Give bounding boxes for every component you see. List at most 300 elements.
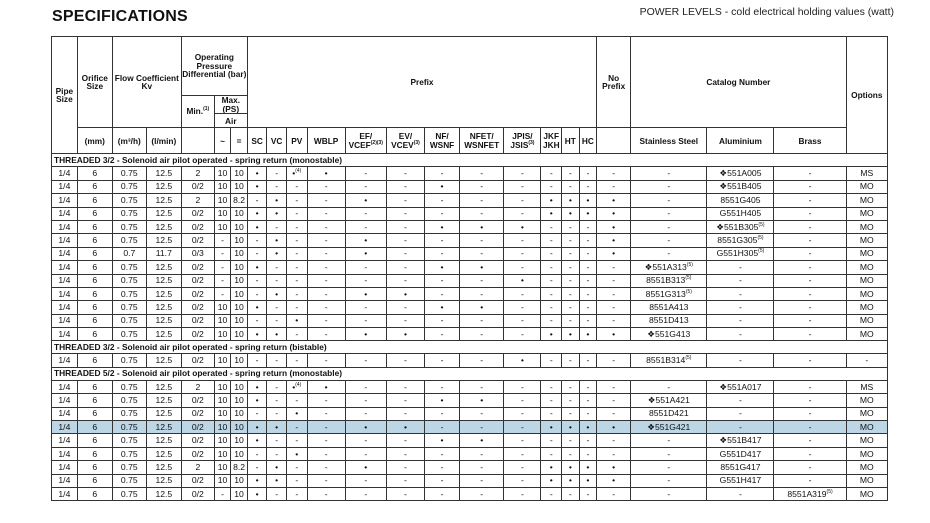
cell-kv-lmin: 12.5: [146, 354, 181, 367]
cell-sc: •: [247, 488, 267, 501]
cell-pipe-size: 1/4: [52, 461, 78, 474]
cell-pv: -: [286, 274, 307, 287]
cell-no-prefix: -: [597, 380, 631, 393]
cell-min: 2: [181, 461, 214, 474]
cell-ef-vcef: -: [345, 207, 386, 220]
cell-options: MO: [846, 261, 887, 274]
cell-min: 0/2: [181, 328, 214, 341]
cell-nfet-wsnfet: -: [460, 461, 504, 474]
cell-hc: •: [579, 421, 597, 434]
header-air: Air: [214, 114, 247, 128]
cell-ef-vcef: -: [345, 180, 386, 193]
cell-ht: •: [562, 207, 580, 220]
cell-ev-vcev: -: [386, 434, 424, 447]
cell-pv: -: [286, 488, 307, 501]
cell-nfet-wsnfet: •: [460, 434, 504, 447]
cell-sc: -: [247, 287, 267, 300]
cell-max-ac: -: [214, 234, 230, 247]
cell-orifice: 6: [77, 328, 112, 341]
cell-wblp: -: [307, 421, 345, 434]
cell-jpis-jsis: -: [504, 194, 541, 207]
table-row: [52, 314, 888, 327]
cell-sc: -: [247, 354, 267, 367]
cell-min: 0/2: [181, 220, 214, 233]
cell-no-prefix: •: [597, 194, 631, 207]
cell-max-dc: 10: [231, 354, 248, 367]
cell-max-dc: 10: [231, 287, 248, 300]
cell-wblp: -: [307, 394, 345, 407]
cell-options: MO: [846, 180, 887, 193]
cell-options: MO: [846, 407, 887, 420]
cell-ev-vcev: -: [386, 261, 424, 274]
header-max-ps: Max. (PS): [214, 96, 247, 114]
cell-jpis-jsis: -: [504, 380, 541, 393]
cell-vc: •: [267, 207, 287, 220]
cell-wblp: -: [307, 194, 345, 207]
cell-stainless: ❖551A313$^{(5)}$: [631, 261, 707, 274]
cell-no-prefix: -: [597, 394, 631, 407]
cell-kv-m3h: 0.75: [112, 207, 146, 220]
cell-aluminium: -: [707, 287, 774, 300]
cell-nf-wsnf: -: [425, 421, 460, 434]
cell-orifice: 6: [77, 474, 112, 487]
cell-hc: -: [579, 394, 597, 407]
cell-jkf-jkh: -: [541, 220, 562, 233]
cell-jkf-jkh: -: [541, 488, 562, 501]
cell-nf-wsnf: -: [425, 461, 460, 474]
cell-pv: -: [286, 207, 307, 220]
header-nfet-wsnfet: NFET/ WSNFET: [460, 128, 504, 154]
cell-orifice: 6: [77, 380, 112, 393]
cell-sc: •: [247, 474, 267, 487]
cell-kv-lmin: 12.5: [146, 220, 181, 233]
header-no-prefix-blank: [597, 128, 631, 154]
cell-ht: -: [562, 354, 580, 367]
cell-ev-vcev: •: [386, 421, 424, 434]
cell-options: MO: [846, 207, 887, 220]
cell-min: 0/2: [181, 287, 214, 300]
cell-nfet-wsnfet: •: [460, 220, 504, 233]
cell-nf-wsnf: •: [425, 180, 460, 193]
cell-kv-m3h: 0.75: [112, 447, 146, 460]
cell-brass: -: [774, 407, 846, 420]
cell-jpis-jsis: -: [504, 394, 541, 407]
cell-hc: •: [579, 474, 597, 487]
cell-min: 0/2: [181, 274, 214, 287]
cell-ef-vcef: •: [345, 461, 386, 474]
cell-nf-wsnf: •: [425, 301, 460, 314]
cell-stainless: -: [631, 207, 707, 220]
cell-jpis-jsis: -: [504, 421, 541, 434]
section-row: [52, 341, 888, 354]
header-orifice-size: Orifice Size: [77, 37, 112, 128]
cell-nfet-wsnfet: -: [460, 180, 504, 193]
cell-ht: -: [562, 488, 580, 501]
cell-stainless: -: [631, 488, 707, 501]
cell-kv-m3h: 0.75: [112, 474, 146, 487]
header-hc: HC: [579, 128, 597, 154]
cell-min: 0/2: [181, 261, 214, 274]
cell-vc: •: [267, 287, 287, 300]
cell-orifice: 6: [77, 301, 112, 314]
cell-hc: -: [579, 234, 597, 247]
cell-aluminium: ❖551B405: [707, 180, 774, 193]
cell-jpis-jsis: •: [504, 354, 541, 367]
table-row: [52, 207, 888, 220]
cell-hc: -: [579, 274, 597, 287]
cell-pipe-size: 1/4: [52, 434, 78, 447]
cell-vc: -: [267, 274, 287, 287]
cell-pv: -: [286, 247, 307, 260]
cell-options: MO: [846, 220, 887, 233]
cell-stainless: -: [631, 234, 707, 247]
table-row: [52, 234, 888, 247]
section-title: THREADED 3/2 - Solenoid air pilot operated - spring return (monostable): [52, 154, 888, 167]
cell-no-prefix: -: [597, 261, 631, 274]
cell-max-ac: 10: [214, 180, 230, 193]
cell-aluminium: -: [707, 421, 774, 434]
cell-ef-vcef: -: [345, 488, 386, 501]
cell-jkf-jkh: -: [541, 274, 562, 287]
cell-nf-wsnf: -: [425, 354, 460, 367]
cell-brass: -: [774, 194, 846, 207]
cell-ev-vcev: -: [386, 474, 424, 487]
cell-ev-vcev: •: [386, 328, 424, 341]
cell-brass: -: [774, 234, 846, 247]
cell-pipe-size: 1/4: [52, 354, 78, 367]
cell-kv-m3h: 0.75: [112, 234, 146, 247]
cell-max-dc: 10: [231, 247, 248, 260]
cell-jkf-jkh: -: [541, 354, 562, 367]
cell-orifice: 6: [77, 167, 112, 180]
cell-vc: •: [267, 328, 287, 341]
cell-sc: •: [247, 207, 267, 220]
cell-hc: -: [579, 301, 597, 314]
cell-hc: -: [579, 180, 597, 193]
cell-vc: •: [267, 194, 287, 207]
cell-max-ac: 10: [214, 394, 230, 407]
table-row: [52, 434, 888, 447]
cell-max-ac: 10: [214, 167, 230, 180]
table-row: [52, 394, 888, 407]
cell-aluminium: -: [707, 407, 774, 420]
header-no-prefix: No Prefix: [597, 37, 631, 128]
cell-kv-lmin: 11.7: [146, 247, 181, 260]
cell-orifice: 6: [77, 314, 112, 327]
cell-max-ac: 10: [214, 354, 230, 367]
cell-wblp: -: [307, 220, 345, 233]
cell-max-ac: 10: [214, 194, 230, 207]
cell-kv-m3h: 0.75: [112, 314, 146, 327]
cell-max-ac: 10: [214, 380, 230, 393]
cell-pv: -: [286, 328, 307, 341]
cell-orifice: 6: [77, 394, 112, 407]
cell-max-ac: -: [214, 287, 230, 300]
cell-sc: -: [247, 461, 267, 474]
cell-wblp: -: [307, 301, 345, 314]
cell-ev-vcev: -: [386, 461, 424, 474]
cell-orifice: 6: [77, 234, 112, 247]
header-catalog-number: Catalog Number: [631, 37, 846, 128]
cell-jpis-jsis: -: [504, 287, 541, 300]
cell-ht: -: [562, 220, 580, 233]
cell-ef-vcef: •: [345, 328, 386, 341]
header-options: Options: [846, 37, 887, 154]
cell-min: 0/2: [181, 421, 214, 434]
cell-kv-lmin: 12.5: [146, 421, 181, 434]
cell-ev-vcev: -: [386, 407, 424, 420]
cell-ef-vcef: -: [345, 314, 386, 327]
cell-jkf-jkh: -: [541, 380, 562, 393]
cell-pv: -: [286, 180, 307, 193]
header-sc: SC: [247, 128, 267, 154]
table-row: [52, 447, 888, 460]
cell-options: MO: [846, 488, 887, 501]
cell-jpis-jsis: -: [504, 167, 541, 180]
cell-ev-vcev: -: [386, 301, 424, 314]
cell-no-prefix: •: [597, 247, 631, 260]
cell-sc: •: [247, 394, 267, 407]
header-jkf-jkh: JKF JKH: [541, 128, 562, 154]
cell-no-prefix: -: [597, 434, 631, 447]
cell-max-dc: 10: [231, 407, 248, 420]
cell-kv-m3h: 0.75: [112, 421, 146, 434]
cell-brass: -: [774, 314, 846, 327]
cell-max-ac: 10: [214, 461, 230, 474]
cell-brass: -: [774, 447, 846, 460]
cell-orifice: 6: [77, 220, 112, 233]
cell-pipe-size: 1/4: [52, 261, 78, 274]
cell-brass: -: [774, 461, 846, 474]
cell-aluminium: G551H417: [707, 474, 774, 487]
cell-pv: -: [286, 301, 307, 314]
cell-ev-vcev: -: [386, 180, 424, 193]
cell-max-dc: 10: [231, 234, 248, 247]
cell-kv-m3h: 0.75: [112, 394, 146, 407]
table-row: [52, 180, 888, 193]
cell-min: 0/2: [181, 407, 214, 420]
cell-nf-wsnf: -: [425, 314, 460, 327]
cell-kv-m3h: 0.7: [112, 247, 146, 260]
cell-no-prefix: •: [597, 461, 631, 474]
cell-brass: -: [774, 180, 846, 193]
cell-max-dc: 10: [231, 474, 248, 487]
cell-jkf-jkh: •: [541, 474, 562, 487]
cell-kv-m3h: 0.75: [112, 434, 146, 447]
specifications-table: [51, 36, 888, 501]
cell-sc: •: [247, 328, 267, 341]
cell-ef-vcef: -: [345, 220, 386, 233]
cell-aluminium: ❖551B305$^{(5)}$: [707, 220, 774, 233]
cell-kv-m3h: 0.75: [112, 380, 146, 393]
cell-aluminium: -: [707, 261, 774, 274]
cell-nf-wsnf: -: [425, 167, 460, 180]
cell-pipe-size: 1/4: [52, 394, 78, 407]
cell-hc: •: [579, 328, 597, 341]
cell-brass: -: [774, 220, 846, 233]
cell-kv-lmin: 12.5: [146, 328, 181, 341]
cell-ef-vcef: •: [345, 247, 386, 260]
cell-ht: -: [562, 380, 580, 393]
cell-ht: •: [562, 461, 580, 474]
cell-vc: •: [267, 234, 287, 247]
specifications-body: [52, 154, 888, 501]
page-title: SPECIFICATIONS: [52, 8, 188, 25]
cell-vc: -: [267, 301, 287, 314]
cell-nfet-wsnfet: -: [460, 421, 504, 434]
cell-sc: •: [247, 167, 267, 180]
cell-wblp: •: [307, 380, 345, 393]
cell-wblp: •: [307, 167, 345, 180]
header-ht: HT: [562, 128, 580, 154]
cell-ef-vcef: -: [345, 274, 386, 287]
cell-jkf-jkh: -: [541, 180, 562, 193]
cell-hc: -: [579, 247, 597, 260]
cell-hc: -: [579, 167, 597, 180]
cell-kv-m3h: 0.75: [112, 261, 146, 274]
cell-ht: -: [562, 247, 580, 260]
cell-orifice: 6: [77, 461, 112, 474]
cell-max-ac: 10: [214, 314, 230, 327]
cell-sc: -: [247, 234, 267, 247]
cell-pv: •: [286, 314, 307, 327]
cell-sc: -: [247, 314, 267, 327]
cell-min: 0/2: [181, 354, 214, 367]
cell-nf-wsnf: -: [425, 194, 460, 207]
cell-aluminium: ❖551A005: [707, 167, 774, 180]
section-title: THREADED 3/2 - Solenoid air pilot operated - spring return (bistable): [52, 341, 888, 354]
cell-min: 0/2: [181, 488, 214, 501]
cell-options: MO: [846, 421, 887, 434]
cell-max-ac: -: [214, 488, 230, 501]
cell-max-dc: 10: [231, 274, 248, 287]
cell-ht: -: [562, 287, 580, 300]
cell-aluminium: ❖551A017: [707, 380, 774, 393]
cell-kv-lmin: 12.5: [146, 194, 181, 207]
cell-options: MO: [846, 474, 887, 487]
cell-options: MO: [846, 301, 887, 314]
cell-wblp: -: [307, 447, 345, 460]
cell-nf-wsnf: -: [425, 447, 460, 460]
cell-max-ac: -: [214, 247, 230, 260]
cell-no-prefix: •: [597, 234, 631, 247]
cell-pv: -: [286, 287, 307, 300]
header-ev-vcev: EV/ VCEV$^{(3)}$: [386, 128, 424, 154]
unit-lmin: (l/min): [146, 128, 181, 154]
cell-nfet-wsnfet: •: [460, 394, 504, 407]
cell-wblp: -: [307, 234, 345, 247]
cell-brass: -: [774, 474, 846, 487]
cell-vc: •: [267, 474, 287, 487]
cell-no-prefix: -: [597, 180, 631, 193]
cell-max-dc: 10: [231, 301, 248, 314]
cell-sc: •: [247, 434, 267, 447]
cell-no-prefix: -: [597, 287, 631, 300]
cell-options: -: [846, 354, 887, 367]
cell-no-prefix: •: [597, 474, 631, 487]
cell-max-ac: 10: [214, 474, 230, 487]
cell-aluminium: -: [707, 394, 774, 407]
cell-aluminium: G551H405: [707, 207, 774, 220]
cell-ev-vcev: -: [386, 274, 424, 287]
header-vc: VC: [267, 128, 287, 154]
cell-pv: •$^{(4)}$: [286, 167, 307, 180]
cell-pipe-size: 1/4: [52, 447, 78, 460]
cell-kv-m3h: 0.75: [112, 407, 146, 420]
cell-nfet-wsnfet: -: [460, 194, 504, 207]
cell-jpis-jsis: -: [504, 328, 541, 341]
cell-ev-vcev: -: [386, 354, 424, 367]
cell-options: MO: [846, 314, 887, 327]
cell-stainless: -: [631, 167, 707, 180]
cell-max-dc: 8.2: [231, 194, 248, 207]
cell-wblp: -: [307, 434, 345, 447]
cell-no-prefix: -: [597, 314, 631, 327]
cell-pv: -: [286, 434, 307, 447]
cell-ef-vcef: -: [345, 380, 386, 393]
cell-ht: -: [562, 407, 580, 420]
cell-min: 0/2: [181, 314, 214, 327]
cell-vc: •: [267, 247, 287, 260]
cell-aluminium: 8551G417: [707, 461, 774, 474]
header-brass: Brass: [774, 128, 846, 154]
header-operating-pressure: Operating Pressure Differential (bar): [181, 37, 247, 96]
cell-kv-m3h: 0.75: [112, 180, 146, 193]
cell-kv-lmin: 12.5: [146, 380, 181, 393]
cell-sc: -: [247, 194, 267, 207]
cell-pipe-size: 1/4: [52, 301, 78, 314]
cell-max-ac: 10: [214, 421, 230, 434]
cell-max-dc: 10: [231, 380, 248, 393]
cell-jkf-jkh: -: [541, 394, 562, 407]
cell-stainless: -: [631, 247, 707, 260]
cell-ht: •: [562, 328, 580, 341]
cell-pv: -: [286, 261, 307, 274]
cell-kv-lmin: 12.5: [146, 261, 181, 274]
cell-hc: •: [579, 194, 597, 207]
cell-ht: -: [562, 301, 580, 314]
cell-brass: 8551A319$^{(5)}$: [774, 488, 846, 501]
cell-wblp: -: [307, 314, 345, 327]
cell-stainless: 8551D413: [631, 314, 707, 327]
cell-no-prefix: -: [597, 488, 631, 501]
cell-jkf-jkh: •: [541, 194, 562, 207]
cell-no-prefix: •: [597, 421, 631, 434]
cell-brass: -: [774, 434, 846, 447]
cell-orifice: 6: [77, 447, 112, 460]
table-row: [52, 167, 888, 180]
table-row: [52, 421, 888, 434]
cell-aluminium: G551D417: [707, 447, 774, 460]
cell-orifice: 6: [77, 421, 112, 434]
cell-aluminium: -: [707, 354, 774, 367]
cell-pv: -: [286, 234, 307, 247]
cell-jpis-jsis: •: [504, 274, 541, 287]
cell-max-ac: -: [214, 274, 230, 287]
cell-sc: •: [247, 301, 267, 314]
cell-hc: -: [579, 314, 597, 327]
cell-nfet-wsnfet: -: [460, 167, 504, 180]
cell-options: MO: [846, 461, 887, 474]
cell-pipe-size: 1/4: [52, 421, 78, 434]
cell-ef-vcef: -: [345, 167, 386, 180]
cell-wblp: -: [307, 207, 345, 220]
cell-pv: -: [286, 194, 307, 207]
unit-mm: (mm): [77, 128, 112, 154]
cell-vc: -: [267, 314, 287, 327]
cell-kv-lmin: 12.5: [146, 234, 181, 247]
table-row: [52, 354, 888, 367]
